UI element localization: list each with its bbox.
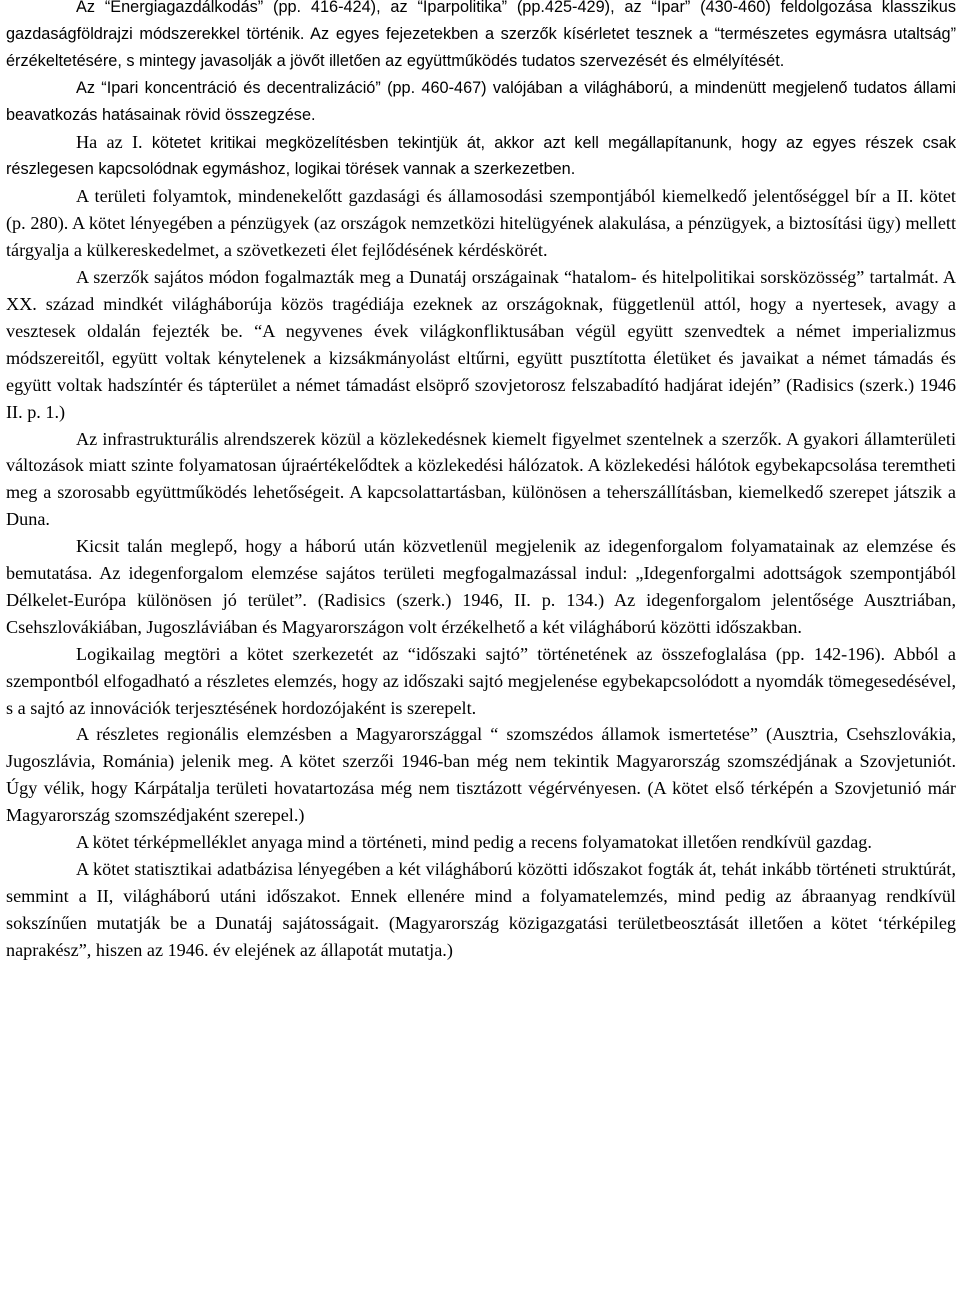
paragraph-map-appendix: A kötet térképmelléklet anyaga mind a történeti, mind pedig a recens folyamatokat illetően rendkívül gazdag. (76, 832, 872, 853)
paragraph-critical-review-lead: Ha az I. (76, 131, 143, 152)
paragraph-transport: Az infrastrukturális alrendszerek közül a közlekedésnek kiemelt figyelmet szentelnek a szerzők. A gyakori államterületi változások miatt szinte folyamatosan újraértékelődtek a közlekedési hálózatok. A közlekedési hálótok egybekapcsolása teremtheti meg a szorosabb együttműködés lehetőségeit. A kapcsolattartásban, különösen a teherszállításban, kiemelkedő szerepet játszik a Duna. (6, 428, 956, 530)
paragraph-statistics: A kötet statisztikai adatbázisa lényegében a két világháború közötti időszakot fogták át, tehát inkább történeti struktúrát, semmint a II, világháború utáni időszakot. Ennek ellenére mind a folyamatelemzés, mind pedig az ábraanyag rendkívül sokszínűen mutatják be a Dunatáj sajátosságait. (Magyarország közigazgatási területbeosztását illetően a kötet ‘térképileg naprakész”, hiszen az 1946. év elejének az állapotát mutatja.) (6, 859, 956, 960)
paragraph-danube-community: A szerzők sajátos módon fogalmazták meg a Dunatáj országainak “hatalom- és hitelpolitikai sorsközösség” tartalmát. A XX. század mindkét világháborúja közös tragédiája ezeknek az országoknak, függetlenül attól, hogy a nyertesek, avagy a vesztesek oldalán fejezték be. “A negyvenes évek világkonfliktusában végül együtt szenvedtek a német imperializmus módszereitől, együtt voltak kénytelenek a kizsákmányolást eltűrni, együtt pusztította életüket és javaikat a német támadás és együtt voltak hadszíntér és tápterület a német támadást elsöprő szovjetorosz felszabadító hadjárat idején” (Radisics (szerk.) 1946 II. p. 1.) (6, 267, 956, 422)
paragraph-finance-volume: A területi folyamtok, mindenekelőtt gazdasági és államosodási szempontjából kiemelkedő jelentőséggel bír a II. kötet (p. 280). A kötet lényegében a pénzügyek (az országok nemzetközi hitelügyének alakulása, a pénzügyek, a biztosítási ügy) mellett tárgyalja a külkereskedelmet, a szövetkezeti élet fejlődésének kérdéskörét. (6, 186, 956, 261)
paragraph-critical-review (6, 129, 956, 184)
paragraph-critical-review-body: kötetet kritikai megközelítésben tekintjük át, akkor azt kell megállapítanunk, hogy az egyes részek csak részlegesen kapcsolódnak egymáshoz, logikai törések vannak a szerkezetben. (6, 133, 956, 179)
paragraph-energy-industry: Az “Energiagazdálkodás” (pp. 416-424), az “Iparpolitika” (pp.425-429), az “Ipar” (430-460) feldolgozása klasszikus gazdaságföldrajzi módszerekkel történik. Az egyes fejezetekben a szerzők kísérletet tesznek a “természetes egymásra utaltság” érzékeltetésére, s mintegy javasolják a jövőt illetően az együttműködés tudatos szervezését és elmélyítését. (6, 0, 956, 70)
paragraph-tourism: Kicsit talán meglepő, hogy a háború után közvetlenül megjelenik az idegenforgalom folyamatainak az elemzése és bemutatása. Az idegenforgalom elemzése sajátos területi megfogalmazással indul: „Idegenforgalmi adottságok szempontjából Délkelet-Európa különösen jó terület”. (Radisics (szerk.) 1946, II. p. 134.) Az idegenforgalom jelentősége Ausztriában, Csehszlovákiában, Jugoszláviában és Magyarországon volt érzékelhető a két világháború közötti időszakban. (6, 536, 956, 637)
paragraph-press: Logikailag megtöri a kötet szerkezetét az “időszaki sajtó” történetének az összefoglalása (pp. 142-196). Abból a szempontból elfogadható a részletes elemzés, hogy az időszaki sajtó megjelenése egybekapcsolódott a nyomdák tömegesedésével, s a sajtó az innovációk terjesztésének hordozójaként is szerepelt. (6, 643, 956, 718)
paragraph-regional-analysis: A részletes regionális elemzésben a Magyarországgal “ szomszédos államok ismertetése” (Ausztria, Csehszlovákia, Jugoszlávia, Románia) jelenik meg. A kötet szerzői 1946-ban még nem tekintik Magyarország szomszédjának a Szovjetuniót. Úgy vélik, hogy Kárpátalja területi hovatartozása még nem tisztázott végérvényesen. (A kötet első térképén a Szovjetunió már Magyarország szomszédjaként szerepel.) (6, 724, 956, 826)
paragraph-industrial-concentration: Az “Ipari koncentráció és decentralizáció” (pp. 460-467) valójában a világháború, a mindenütt megjelenő tudatos állami beavatkozás hatásainak rövid összegzése. (6, 78, 956, 124)
